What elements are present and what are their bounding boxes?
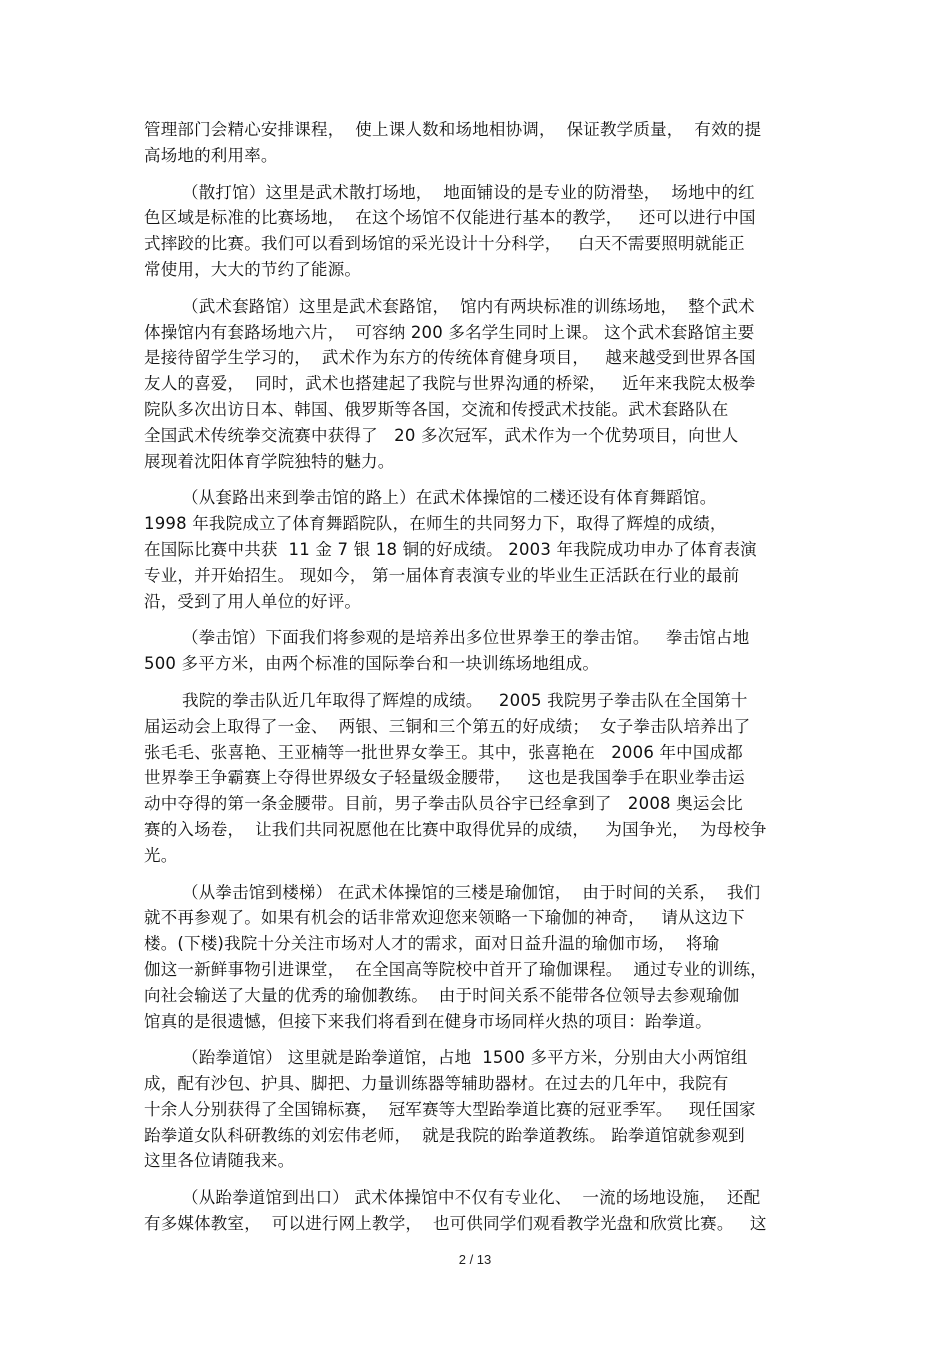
paragraph: [144, 485, 812, 614]
text-line: 届运动会上取得了一金、 两银、三铜和三个第五的好成绩； 女子拳击队培养出了: [144, 716, 751, 736]
text-line: 向社会输送了大量的优秀的瑜伽教练。 由于时间关系不能带各位领导去参观瑜伽: [144, 985, 740, 1005]
text-line: 高场地的利用率。: [144, 145, 278, 165]
text-line: 体操馆内有套路场地六片， 可容纳 200 多名学生同时上课。 这个武术套路馆主要: [144, 322, 755, 342]
text-line: 展现着沈阳体育学院独特的魅力。: [144, 451, 395, 471]
text-line: （从跆拳道馆到出口） 武术体操馆中不仅有专业化、 一流的场地设施， 还配: [182, 1188, 761, 1208]
text-line: （从套路出来到拳击馆的路上）在武术体操馆的二楼还设有体育舞蹈馆。: [182, 488, 717, 508]
text-line: 成，配有沙包、护具、脚把、力量训练器等辅助器材。在过去的几年中，我院有: [144, 1074, 729, 1094]
text-line: 500 多平方米，由两个标准的国际拳台和一块训练场地组成。: [144, 654, 600, 674]
text-line: 有多媒体教室， 可以进行网上教学， 也可供同学们观看教学光盘和欣赏比赛。 这: [144, 1214, 767, 1234]
paragraph: [144, 625, 812, 677]
page-number: 2 / 13: [458, 1252, 492, 1267]
text-line: 就不再参观了。如果有机会的话非常欢迎您来领略一下瑜伽的神奇， 请从这边下: [144, 908, 745, 928]
paragraph: [144, 117, 812, 169]
text-line: 色区域是标准的比赛场地， 在这个场馆不仅能进行基本的教学， 还可以进行中国: [144, 208, 756, 228]
text-line: 院队多次出访日本、韩国、俄罗斯等各国，交流和传授武术技能。武术套路队在: [144, 399, 729, 419]
text-line: 常使用，大大的节约了能源。: [144, 259, 362, 279]
text-line: 全国武术传统拳交流赛中获得了 20 多次冠军，武术作为一个优势项目，向世人: [144, 425, 739, 445]
text-line: （武术套路馆）这里是武术套路馆， 馆内有两块标准的训练场地， 整个武术: [182, 296, 755, 316]
paragraph: [144, 294, 812, 475]
text-line: 管理部门会精心安排课程， 使上课人数和场地相协调， 保证教学质量， 有效的提: [144, 120, 762, 139]
text-line: （跆拳道馆） 这里就是跆拳道馆，占地 1500 多平方米，分别由大小两馆组: [182, 1048, 748, 1068]
text-line: 是接待留学生学习的， 武术作为东方的传统体育健身项目， 越来越受到世界各国: [144, 348, 756, 368]
paragraph: [144, 180, 812, 283]
text-line: （从拳击馆到楼梯） 在武术体操馆的三楼是瑜伽馆， 由于时间的关系， 我们: [182, 882, 761, 902]
text-line: 楼。(下楼)我院十分关注市场对人才的需求，面对日益升温的瑜伽市场， 将瑜: [144, 934, 720, 954]
text-line: （散打馆）这里是武术散打场地， 地面铺设的是专业的防滑垫， 场地中的红: [182, 182, 755, 202]
paragraph: [144, 880, 812, 1035]
text-line: 友人的喜爱， 同时，武术也搭建起了我院与世界沟通的桥梁， 近年来我院太极拳: [144, 374, 756, 394]
text-line: 张毛毛、张喜艳、王亚楠等一批世界女拳王。其中，张喜艳在 2006 年中国成都: [144, 742, 743, 762]
text-line: 赛的入场卷， 让我们共同祝愿他在比赛中取得优异的成绩， 为国争光， 为母校争: [144, 819, 767, 839]
paragraph: [144, 688, 812, 869]
text-line: 这里各位请随我来。: [144, 1151, 295, 1171]
text-line: 沿，受到了用人单位的好评。: [144, 591, 362, 611]
paragraph: [144, 1045, 812, 1174]
text-line: 1998 年我院成立了体育舞蹈院队，在师生的共同努力下，取得了辉煌的成绩，: [144, 514, 727, 534]
text-line: 在国际比赛中共获 11 金 7 银 18 铜的好成绩。 2003 年我院成功申办了体育表演: [144, 539, 757, 559]
document-body: [144, 117, 812, 1248]
text-line: 世界拳王争霸赛上夺得世界级女子轻量级金腰带， 这也是我国拳手在职业拳击运: [144, 768, 745, 788]
text-line: 专业，并开始招生。 现如今， 第一届体育表演专业的毕业生正活跃在行业的最前: [144, 565, 740, 585]
text-line: 跆拳道女队科研教练的刘宏伟老师， 就是我院的跆拳道教练。 跆拳道馆就参观到: [144, 1125, 745, 1145]
text-line: 我院的拳击队近几年取得了辉煌的成绩。 2005 我院男子拳击队在全国第十: [182, 690, 748, 710]
text-line: （拳击馆）下面我们将参观的是培养出多位世界拳王的拳击馆。 拳击馆占地: [182, 628, 750, 648]
text-line: 伽这一新鲜事物引进课堂， 在全国高等院校中首开了瑜伽课程。 通过专业的训练，: [144, 959, 767, 979]
text-line: 式摔跤的比赛。我们可以看到场馆的采光设计十分科学， 白天不需要照明就能正: [144, 234, 745, 254]
text-line: 光。: [144, 845, 178, 865]
text-line: 动中夺得的第一条金腰带。目前，男子拳击队员谷宇已经拿到了 2008 奥运会比: [144, 794, 743, 814]
paragraph: [144, 1185, 812, 1237]
text-line: 十余人分别获得了全国锦标赛， 冠军赛等大型跆拳道比赛的冠亚季军。 现任国家: [144, 1099, 756, 1119]
text-line: 馆真的是很遗憾，但接下来我们将看到在健身市场同样火热的项目：跆拳道。: [144, 1011, 712, 1031]
